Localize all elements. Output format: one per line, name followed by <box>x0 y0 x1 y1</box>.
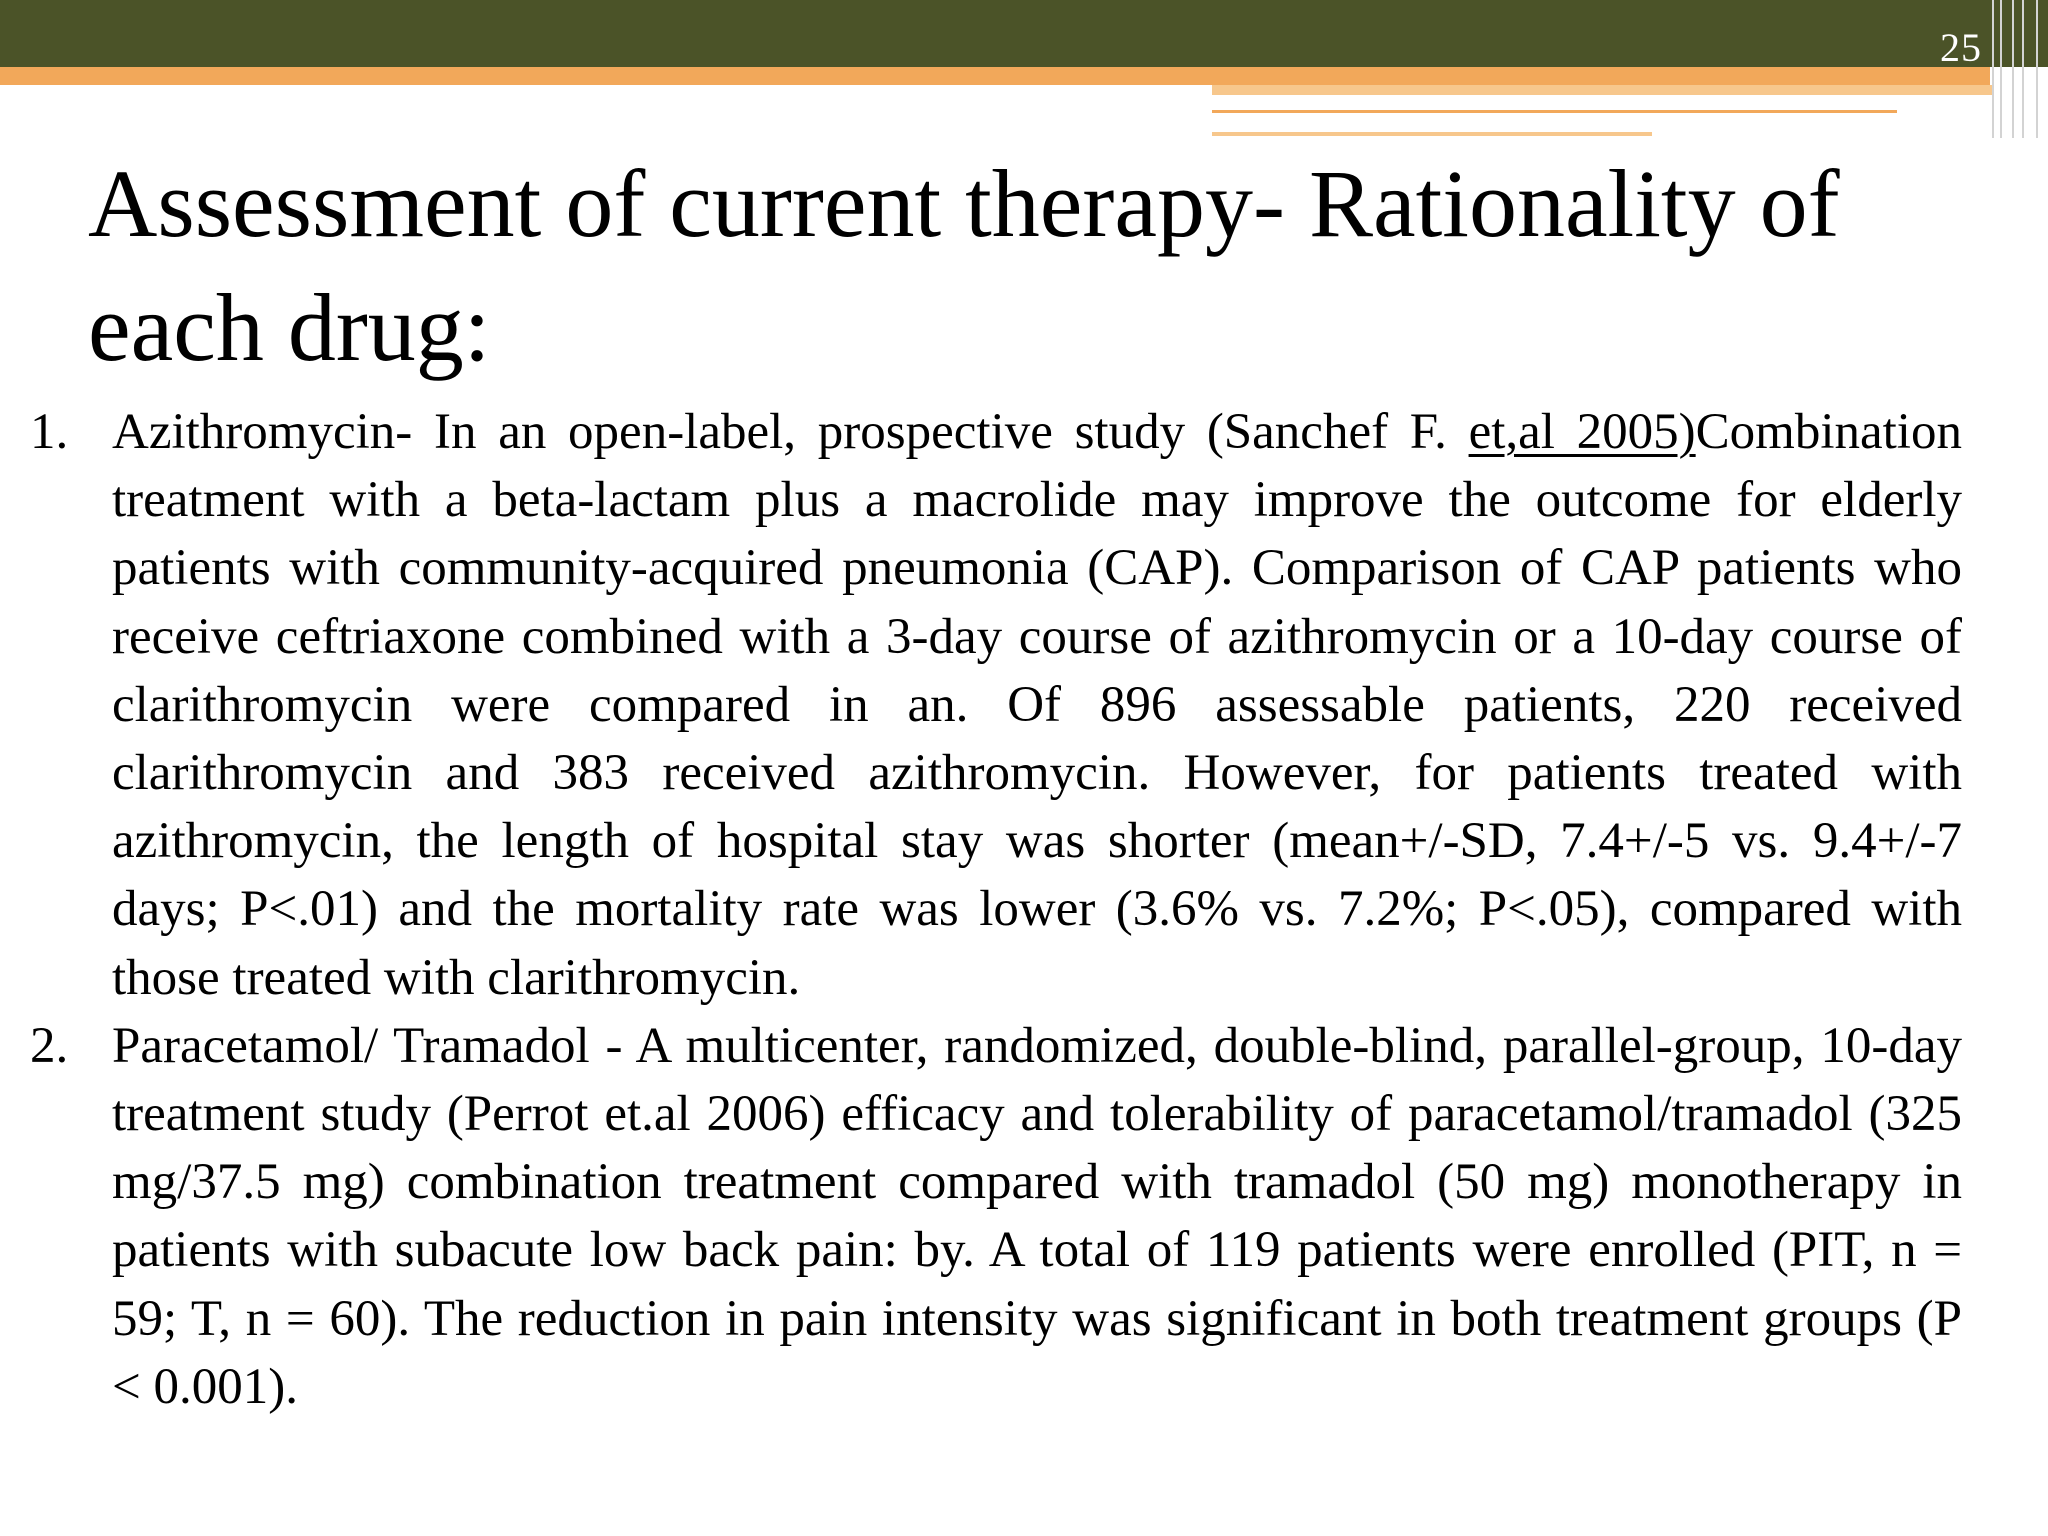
header-divider-line <box>2000 0 2002 138</box>
header-divider-line <box>1992 0 1994 138</box>
header-accent-stripe <box>0 67 1990 85</box>
header-divider-line <box>2022 0 2024 138</box>
content-list <box>30 398 1962 1421</box>
list-item-azithromycin <box>30 398 1962 1012</box>
item-body-text: Paracetamol/ Tramadol - A multicenter, randomized, double-blind, parallel-group, 10-day treatment study (Perrot et.al 2006) efficacy and tolerability of paracetamol/tramadol (325 mg/37.5 mg) combination treatment compared with tramadol (50 mg) monotherapy in patients with subacute low back pain: by. A total of 119 patients were enrolled (PIT, n = 59; T, n = 60). The reduction in pain intensity was significant in both treatment groups (P < 0.001). <box>112 1017 1962 1415</box>
header-accent-stripe-tail <box>1212 85 1992 95</box>
header-accent-line-2 <box>1212 132 1652 136</box>
item-lead-text: Azithromycin- In an open-label, prospective study (Sanchef F. <box>112 404 1469 460</box>
header-divider-line <box>2036 0 2038 138</box>
list-item-marker: 1. <box>30 404 69 460</box>
slide-title: Assessment of current therapy- Rationality of each drug: <box>88 150 1840 381</box>
header-bar <box>0 0 2048 67</box>
header-accent-line <box>1212 110 1897 113</box>
header-divider-line <box>2012 0 2014 138</box>
list-item-paracetamol-tramadol <box>30 1012 1962 1421</box>
slide-number: 25 <box>1940 25 1982 70</box>
citation-underlined: et,al 2005) <box>1468 404 1696 460</box>
list-item-marker: 2. <box>30 1017 69 1074</box>
item-body-text: Combination treatment with a beta-lactam plus a macrolide may improve the outcome for elderly patients with community-acquired pneumonia (CAP). Comparison of CAP patients who receive ceftriaxone combined with a 3-day course of azithromycin or a 10-day course of clarithromycin were compared in an. Of 896 assessable patients, 220 received clarithromycin and 383 received azithromycin. However, for patients treated with azithromycin, the length of hospital stay was shorter (mean+/-SD, 7.4+/-5 vs. 9.4+/-7 days; P<.01) and the mortality rate was lower (3.6% vs. 7.2%; P<.05), compared with those treated with clarithromycin. <box>112 404 1962 1006</box>
